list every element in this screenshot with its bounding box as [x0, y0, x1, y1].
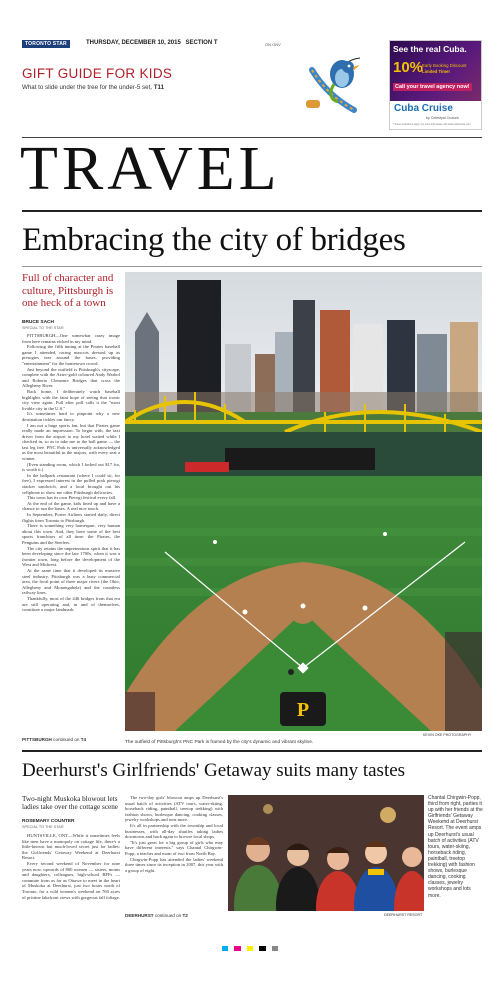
section-title: TRAVEL — [20, 135, 281, 203]
story-divider — [22, 750, 482, 752]
section-rule — [22, 210, 482, 212]
paragraph: Just beyond the outfield is Pittsburgh's cityscape, complete with the Aztec-gold coloured Andy Warhol and Roberto Clemente Bridges that cross the Allegheny River. — [22, 366, 120, 389]
jump-text: continued on — [53, 737, 80, 742]
paragraph: (Even standing room, which I forked out $17 for, is worth it.) — [22, 461, 120, 473]
second-headline: Deerhurst's Girlfriends' Getaway suits many tastes — [22, 760, 406, 781]
headline-rule — [22, 266, 482, 267]
promo-page-ref: T11 — [153, 84, 165, 91]
ad-headline: See the real Cuba. — [393, 44, 467, 54]
ad-cta: Call your travel agency now! — [395, 84, 470, 90]
section-label: SECTION T — [185, 40, 218, 46]
paragraph: This town has its own Pierogi festival every fall. — [27, 495, 117, 501]
edition-code: ON ONV — [265, 42, 281, 47]
second-story-col1 — [22, 833, 120, 925]
paragraph: It's sometimes hard to pinpoint why a new destination tickles our fancy. — [22, 411, 120, 422]
paragraph: Back home, I deliberately watch baseball highlights with the faint hope of seeing that iconic city view again. Full after poll calls it the "most livable city in the U.S." — [22, 388, 120, 411]
group-photo-illustration — [228, 795, 424, 911]
registration-bar — [222, 946, 278, 951]
main-story-body — [22, 333, 120, 733]
ad-discount: 10% — [393, 59, 424, 76]
masthead-logo: TORONTO STAR — [22, 40, 70, 48]
photo-caption-second: Chantal Chirgwin-Popp, third from right, parties it up with her friends at the Girlfriends' Getaway Weekend at Deerhurst Resort. The event amps up Deerhurst's usual batch of activities (ATV tours, water-skiing, horseback riding, paintball, treetop trekking) with fashion shows, burlesque dancing, cooking classes, jewelry workshops and lots more. — [428, 795, 483, 899]
paragraph: HUNTSVILLE, ONT—While it sometimes feels like men have a monopoly on cottage life, there's a little-known but much-loved secret just for ladies: the Girlfriends' Getaway Weekend at Deerhurst Resort. — [22, 833, 120, 861]
main-deck: Full of character and culture, Pittsburgh is one heck of a town — [22, 272, 114, 309]
ad-discount-text: Early Booking Discount — [422, 63, 467, 68]
paragraph: The two-day girls' blowout amps up Deerhurst's usual batch of activities (ATV tours, water-skiing, horseback riding, paintball, treetop trekking) with fashion shows, burlesque dancing, cooking classes, jewelry workshops and tons more. — [125, 795, 223, 823]
paragraph: In the ballpark restaurant (where I could sit, for free), I expressed interest in the pulled pork pierogi stacker sandwich, and a local brought out his cellphone to show me other Pittsburgh delicacies. — [22, 472, 120, 495]
second-byline-role: SPECIAL TO THE STAR — [22, 825, 64, 829]
paragraph: Thankfully, most of the 446 bridges from that era are still operating and, in and of themselves, constitute a major landmark. — [22, 595, 120, 613]
main-headline: Embracing the city of bridges — [22, 222, 406, 258]
second-byline: ROSEMARY COUNTER — [22, 819, 75, 824]
second-deck: Two-night Muskoka blowout lets ladies take over the cottage scene — [22, 795, 118, 812]
pnc-park-photo — [125, 272, 482, 731]
main-byline-role: SPECIAL TO THE STAR — [22, 326, 64, 330]
svg-text:P: P — [296, 699, 310, 721]
paragraph: There is something very homespun, very human about this town. And, they have some of the best sports franchises of all time: the Pirates, the Penguins and the Steelers. — [22, 523, 120, 545]
paragraph: Every second weekend of November for nine years now, upwards of 800 women — sisters, moms and daughters, colleagues, high-school BFFs — commute from as far as Ottawa to meet in the heart of Muskoka at Deerhurst, just two hours north of Toronto, for a wild women's weekend on 760 acres of pristine lakefront views with gorgeous fall foliage. — [22, 860, 120, 900]
second-jump-line[interactable] — [125, 913, 188, 918]
paragraph: Chirgwin-Popp has attended the ladies' weekend three times since its inception in 2007, this year with a group of eight. — [125, 856, 223, 873]
paragraph: In September, Porter Airlines started daily, direct flights from Toronto to Pittsburgh. — [22, 512, 120, 523]
promo-subtitle — [22, 84, 164, 91]
ad-banner — [390, 41, 481, 101]
bird-toy-illustration — [282, 40, 372, 128]
paragraph: At the end of the game, kids lined up and have a chance to run the bases. A real nice touch. — [22, 500, 120, 512]
promo-title[interactable]: GIFT GUIDE FOR KIDS — [22, 66, 173, 81]
photo-caption-main: The outfield of Pittsburgh's PNC Park is framed by the city's dynamic and vibrant skyline. — [125, 740, 314, 745]
paragraph: At the same time that it developed its massive steel industry, Pittsburgh was a busy commercial area, the focal point of three major rivers (the Ohio, Allegheny and Monongahela) and the countless railway lines. — [22, 567, 120, 596]
paragraph: The city retains the unpretentious spirit that it has been developing since the late 1700s, when it was a frontier town, long before the development of the West and Midwest. — [22, 545, 120, 568]
date-line — [86, 40, 218, 46]
main-byline: BRUCE SACH — [22, 320, 54, 325]
jump-label: PITTSBURGH — [22, 737, 52, 742]
jump-page: T2 — [182, 913, 188, 918]
jump-text: continued on — [154, 913, 182, 918]
second-story-col2 — [125, 795, 223, 907]
ad-brand-sub: by Celestyal Cruises — [426, 116, 459, 120]
paragraph: It's all in partnership with the township and local businesses, with all-day shuttles taking ladies downtown and back again to browse local shops. — [125, 822, 223, 840]
date-text: THURSDAY, DECEMBER 10, 2015 — [86, 40, 181, 46]
paragraph: PITTSBURGH—One somewhat crazy image from here remains etched in my mind. — [22, 333, 120, 344]
ballpark-illustration — [125, 272, 482, 731]
paragraph: Following the fifth inning at the Pirates baseball game I attended, racing mascots dressed up as pierogies tear around the bases, providing "entertainment" for the hometown crowd. — [22, 344, 120, 366]
deerhurst-photo — [228, 795, 424, 911]
paragraph: I am not a huge sports fan, but that Pirates game really made an impression. To begin with, the taxi driver from the airport to my hotel waited while I checked in, so as to take me to the ball game — the last leg free. PNC Park is universally acknowledged as the most beautiful in the majors, with every seat a winner. — [22, 422, 120, 462]
ad-limited: Limited Time! — [422, 69, 450, 74]
jump-label: DEERHURST — [125, 913, 154, 918]
paragraph: "It's just great for a big group of girls who may have different interests," says Chantal Chirgwin-Popp, a teacher and mom of two from North Bay. — [125, 839, 223, 856]
cuba-cruise-ad[interactable] — [389, 40, 482, 130]
photo-credit-main: KEVIN OKE PHOTOGRAPHY — [423, 733, 472, 737]
photo-credit-second: DEERHURST RESORT — [384, 913, 423, 917]
jump-page: T4 — [80, 737, 87, 742]
promo-subtitle-text: What to slide under the tree for the under-5 set, — [22, 84, 153, 91]
ad-fine-print: * Some restrictions apply. For more info please visit www.cubacruise.com — [393, 123, 471, 126]
main-jump-line[interactable] — [22, 737, 86, 742]
ad-brand: Cuba Cruise — [394, 103, 453, 114]
